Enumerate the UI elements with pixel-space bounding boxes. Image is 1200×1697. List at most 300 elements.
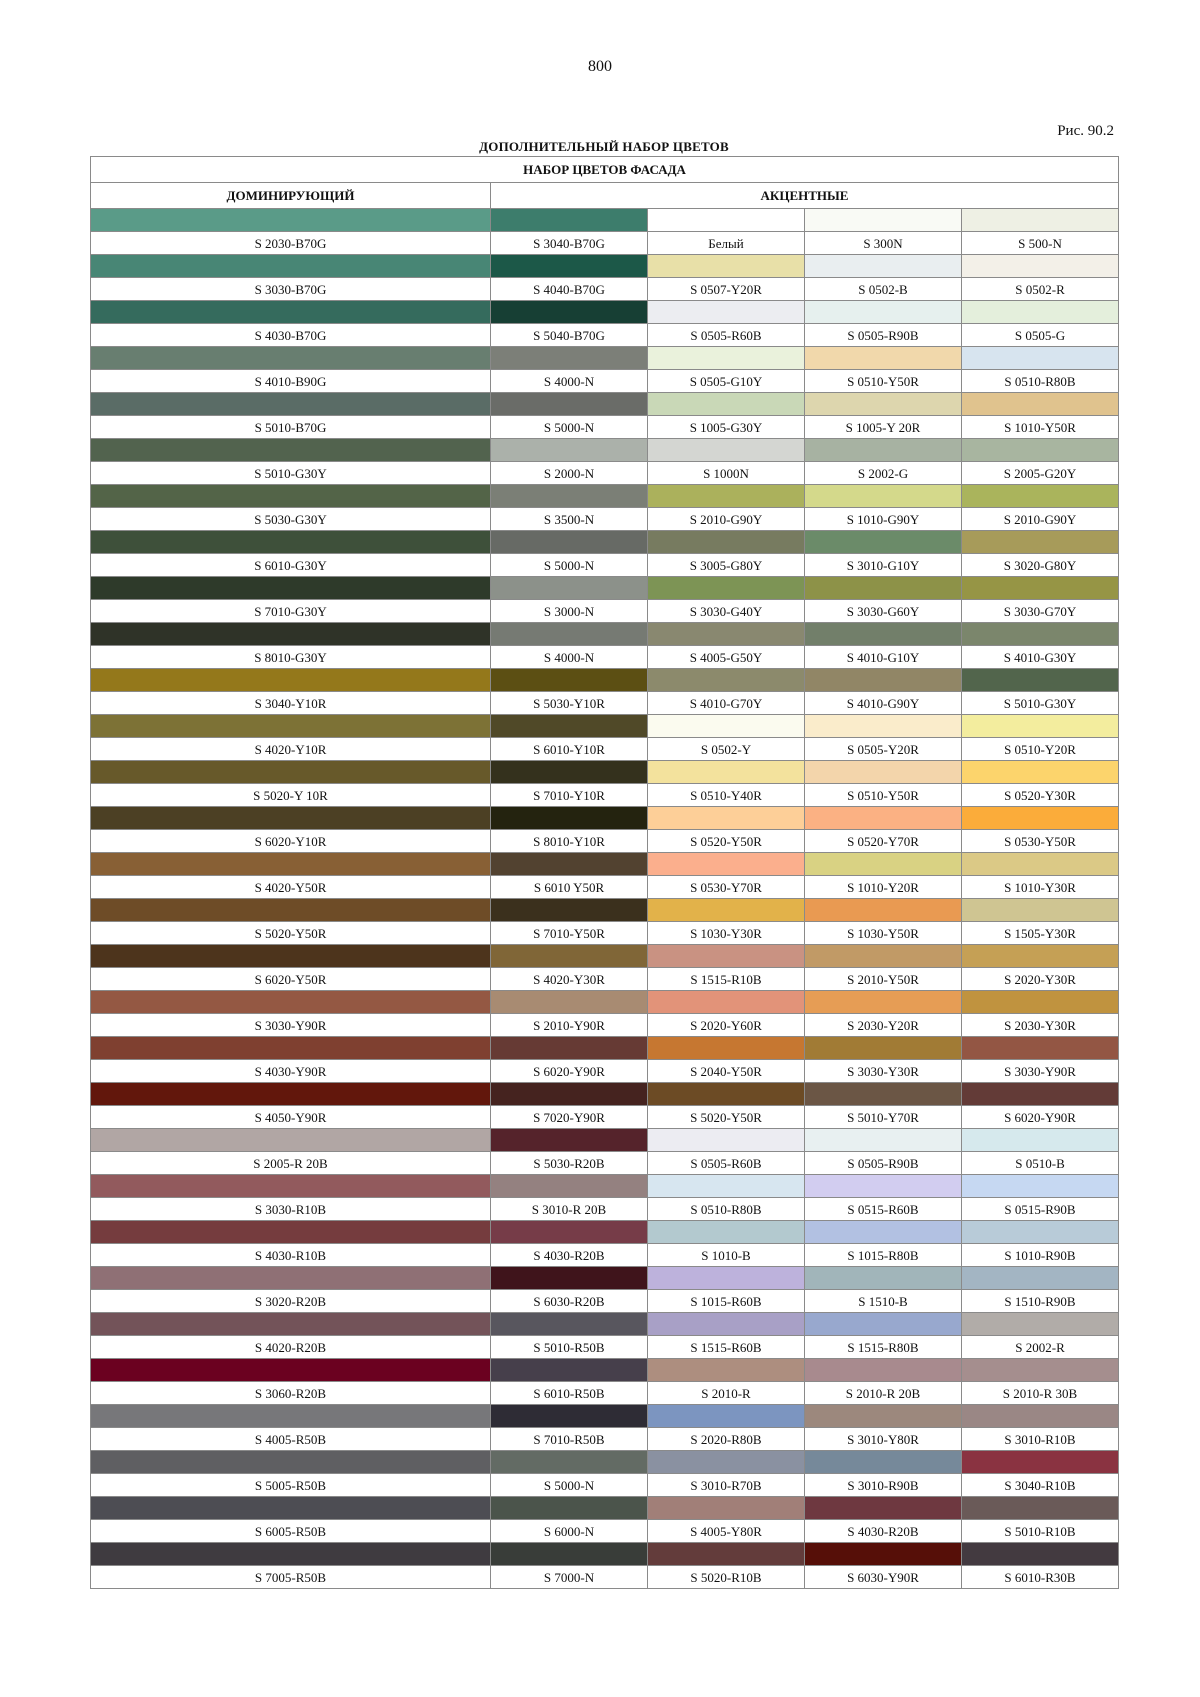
dominant-color-code: S 7005-R50B — [91, 1566, 491, 1589]
dominant-color-swatch — [91, 209, 491, 232]
dominant-color-code: S 4005-R50B — [91, 1428, 491, 1451]
accent-color-code: S 2010-R 30B — [962, 1382, 1119, 1405]
dominant-color-swatch — [91, 1037, 491, 1060]
accent-color-code: S 1005-Y 20R — [805, 416, 962, 439]
dominant-color-code: S 3030-R10B — [91, 1198, 491, 1221]
accent-color-swatch — [962, 1405, 1119, 1428]
label-row — [91, 1474, 1119, 1497]
accent-color-code: S 4010-G70Y — [648, 692, 805, 715]
accent-color-code: S 5030-R20B — [491, 1152, 648, 1175]
accent-color-swatch — [805, 991, 962, 1014]
dominant-color-swatch — [91, 1359, 491, 1382]
accent-color-code: S 0505-G — [962, 324, 1119, 347]
accent-color-code: S 0502-B — [805, 278, 962, 301]
dominant-color-code: S 3020-R20B — [91, 1290, 491, 1313]
accent-color-code: S 0505-R60B — [648, 1152, 805, 1175]
figure-label: Рис. 90.2 — [1057, 123, 1114, 139]
accent-color-swatch — [962, 715, 1119, 738]
label-row — [91, 462, 1119, 485]
accent-color-swatch — [648, 853, 805, 876]
swatch-row — [91, 991, 1119, 1014]
accent-color-swatch — [962, 301, 1119, 324]
dominant-color-code: S 4020-R20B — [91, 1336, 491, 1359]
dominant-color-code: S 4030-B70G — [91, 324, 491, 347]
accent-color-swatch — [491, 439, 648, 462]
accent-color-code: S 0505-Y20R — [805, 738, 962, 761]
accent-color-swatch — [648, 1405, 805, 1428]
label-row — [91, 830, 1119, 853]
dominant-color-swatch — [91, 945, 491, 968]
accent-color-swatch — [805, 853, 962, 876]
accent-color-code: S 0510-B — [962, 1152, 1119, 1175]
accent-color-code: S 3010-Y80R — [805, 1428, 962, 1451]
label-row — [91, 1336, 1119, 1359]
accent-color-swatch — [491, 807, 648, 830]
accent-color-swatch — [491, 945, 648, 968]
accent-color-swatch — [491, 853, 648, 876]
dominant-color-swatch — [91, 255, 491, 278]
swatch-row — [91, 899, 1119, 922]
accent-color-swatch — [648, 899, 805, 922]
accent-color-code: S 0515-R90B — [962, 1198, 1119, 1221]
dominant-color-swatch — [91, 1497, 491, 1520]
accent-color-swatch — [648, 991, 805, 1014]
label-row — [91, 600, 1119, 623]
swatch-row — [91, 485, 1119, 508]
accent-color-code: S 0520-Y30R — [962, 784, 1119, 807]
swatch-row — [91, 577, 1119, 600]
table-title-row — [91, 157, 1119, 183]
dominant-color-code: S 3030-B70G — [91, 278, 491, 301]
dominant-color-swatch — [91, 1451, 491, 1474]
label-row — [91, 692, 1119, 715]
dominant-color-code: S 5020-Y 10R — [91, 784, 491, 807]
accent-color-code: S 6020-Y90R — [491, 1060, 648, 1083]
accent-color-code: S 6000-N — [491, 1520, 648, 1543]
accent-color-code: S 0510-Y50R — [805, 370, 962, 393]
dominant-color-code: S 4050-Y90R — [91, 1106, 491, 1129]
accent-color-swatch — [962, 1083, 1119, 1106]
accent-color-code: S 3030-Y30R — [805, 1060, 962, 1083]
swatch-row — [91, 761, 1119, 784]
swatch-row — [91, 1175, 1119, 1198]
accent-color-code: S 0510-R80B — [962, 370, 1119, 393]
accent-color-swatch — [491, 1175, 648, 1198]
accent-color-swatch — [648, 715, 805, 738]
dominant-color-swatch — [91, 1221, 491, 1244]
accent-color-swatch — [962, 669, 1119, 692]
accent-color-swatch — [805, 1451, 962, 1474]
accent-color-swatch — [491, 577, 648, 600]
accent-color-swatch — [648, 347, 805, 370]
accent-color-swatch — [962, 1175, 1119, 1198]
accent-color-swatch — [648, 1359, 805, 1382]
accent-color-swatch — [805, 623, 962, 646]
label-row — [91, 1566, 1119, 1589]
accent-color-swatch — [648, 1451, 805, 1474]
accent-color-swatch — [805, 1175, 962, 1198]
accent-color-code: S 3010-R10B — [962, 1428, 1119, 1451]
dominant-color-swatch — [91, 761, 491, 784]
accent-color-swatch — [648, 761, 805, 784]
dominant-color-code: S 8010-G30Y — [91, 646, 491, 669]
dominant-color-code: S 5005-R50B — [91, 1474, 491, 1497]
dominant-color-code: S 2005-R 20B — [91, 1152, 491, 1175]
accent-color-swatch — [805, 347, 962, 370]
label-row — [91, 922, 1119, 945]
label-row — [91, 508, 1119, 531]
accent-color-swatch — [648, 301, 805, 324]
label-row — [91, 1152, 1119, 1175]
accent-color-code: S 3030-Y90R — [962, 1060, 1119, 1083]
accent-color-code: S 2005-G20Y — [962, 462, 1119, 485]
accent-color-code: S 3020-G80Y — [962, 554, 1119, 577]
accent-color-swatch — [648, 669, 805, 692]
accent-color-code: S 3010-R90B — [805, 1474, 962, 1497]
accent-color-swatch — [962, 439, 1119, 462]
accent-color-swatch — [962, 1129, 1119, 1152]
accent-color-swatch — [648, 623, 805, 646]
swatch-row — [91, 1451, 1119, 1474]
dominant-color-code: S 3060-R20B — [91, 1382, 491, 1405]
accent-color-swatch — [491, 899, 648, 922]
swatch-row — [91, 1497, 1119, 1520]
accent-color-code: S 5000-N — [491, 554, 648, 577]
accent-color-code: S 5030-Y10R — [491, 692, 648, 715]
swatch-row — [91, 347, 1119, 370]
accent-color-swatch — [805, 1221, 962, 1244]
dominant-color-swatch — [91, 807, 491, 830]
accent-color-code: S 1030-Y50R — [805, 922, 962, 945]
accent-color-code: S 2020-Y60R — [648, 1014, 805, 1037]
dominant-color-code: S 6020-Y10R — [91, 830, 491, 853]
accent-color-swatch — [962, 623, 1119, 646]
dominant-color-swatch — [91, 991, 491, 1014]
accent-color-code: S 2030-Y30R — [962, 1014, 1119, 1037]
accent-color-swatch — [962, 1359, 1119, 1382]
swatch-row — [91, 715, 1119, 738]
accent-color-swatch — [962, 209, 1119, 232]
accent-color-code: S 1515-R10B — [648, 968, 805, 991]
accent-color-code: S 2002-R — [962, 1336, 1119, 1359]
accent-color-swatch — [491, 255, 648, 278]
accent-color-code: S 2010-Y90R — [491, 1014, 648, 1037]
accent-color-code: S 4005-Y80R — [648, 1520, 805, 1543]
dominant-color-swatch — [91, 577, 491, 600]
dominant-color-swatch — [91, 301, 491, 324]
accent-color-swatch — [491, 1451, 648, 1474]
accent-color-code: S 2040-Y50R — [648, 1060, 805, 1083]
dominant-color-code: S 5010-G30Y — [91, 462, 491, 485]
accent-color-code: S 7000-N — [491, 1566, 648, 1589]
dominant-color-code: S 5030-G30Y — [91, 508, 491, 531]
accent-color-code: S 6010-Y10R — [491, 738, 648, 761]
accent-color-code: S 0507-Y20R — [648, 278, 805, 301]
table-subtitle: НАБОР ЦВЕТОВ ФАСАДА — [91, 157, 1119, 183]
dominant-color-code: S 2030-B70G — [91, 232, 491, 255]
accent-color-code: S 7010-Y50R — [491, 922, 648, 945]
accent-color-code: S 4030-R20B — [805, 1520, 962, 1543]
accent-color-code: S 4000-N — [491, 370, 648, 393]
accent-color-code: S 0515-R60B — [805, 1198, 962, 1221]
accent-color-swatch — [962, 991, 1119, 1014]
accent-color-swatch — [491, 1267, 648, 1290]
accent-color-code: S 2030-Y20R — [805, 1014, 962, 1037]
dominant-color-swatch — [91, 899, 491, 922]
accent-color-code: S 0510-Y40R — [648, 784, 805, 807]
accent-color-code: S 1010-R90B — [962, 1244, 1119, 1267]
swatch-row — [91, 1359, 1119, 1382]
accent-color-swatch — [805, 761, 962, 784]
accent-color-code: S 4005-G50Y — [648, 646, 805, 669]
accent-color-swatch — [805, 301, 962, 324]
accent-color-code: S 1510-R90B — [962, 1290, 1119, 1313]
accent-color-swatch — [648, 439, 805, 462]
dominant-color-swatch — [91, 669, 491, 692]
accent-color-swatch — [648, 577, 805, 600]
swatch-row — [91, 669, 1119, 692]
accent-color-swatch — [491, 1037, 648, 1060]
dominant-color-code: S 3030-Y90R — [91, 1014, 491, 1037]
accent-color-code: S 1515-R80B — [805, 1336, 962, 1359]
label-row — [91, 1198, 1119, 1221]
dominant-color-swatch — [91, 1313, 491, 1336]
dominant-color-swatch — [91, 1267, 491, 1290]
accent-color-swatch — [962, 1451, 1119, 1474]
swatch-row — [91, 1405, 1119, 1428]
accent-color-swatch — [805, 255, 962, 278]
accent-color-code: S 0502-R — [962, 278, 1119, 301]
accent-color-swatch — [491, 1129, 648, 1152]
accent-color-swatch — [805, 807, 962, 830]
dominant-color-swatch — [91, 439, 491, 462]
accent-color-swatch — [962, 485, 1119, 508]
swatch-row — [91, 439, 1119, 462]
accent-color-swatch — [805, 1267, 962, 1290]
accent-color-swatch — [491, 715, 648, 738]
accent-color-code: S 1010-G90Y — [805, 508, 962, 531]
accent-color-code: S 1010-Y30R — [962, 876, 1119, 899]
accent-color-code: S 6010-R30B — [962, 1566, 1119, 1589]
accent-color-code: S 3030-G70Y — [962, 600, 1119, 623]
accent-color-swatch — [805, 1129, 962, 1152]
accent-color-swatch — [648, 1543, 805, 1566]
page-number: 800 — [588, 58, 612, 75]
accent-color-code: S 6020-Y90R — [962, 1106, 1119, 1129]
dominant-color-code: S 4030-Y90R — [91, 1060, 491, 1083]
accent-color-swatch — [491, 991, 648, 1014]
accent-color-code: S 5010-G30Y — [962, 692, 1119, 715]
dominant-color-swatch — [91, 1405, 491, 1428]
accent-color-swatch — [491, 1543, 648, 1566]
accent-color-swatch — [648, 1313, 805, 1336]
accent-color-code: S 1010-Y20R — [805, 876, 962, 899]
accent-color-swatch — [962, 1221, 1119, 1244]
dominant-color-code: S 5010-B70G — [91, 416, 491, 439]
accent-color-code: S 3010-R70B — [648, 1474, 805, 1497]
accent-color-code: S 4010-G30Y — [962, 646, 1119, 669]
dominant-color-code: S 5020-Y50R — [91, 922, 491, 945]
dominant-color-swatch — [91, 1129, 491, 1152]
label-row — [91, 968, 1119, 991]
accent-color-swatch — [962, 945, 1119, 968]
accent-color-code: S 1015-R60B — [648, 1290, 805, 1313]
accent-color-code: S 0510-Y20R — [962, 738, 1119, 761]
accent-color-code: S 0505-R60B — [648, 324, 805, 347]
accent-color-code: S 7020-Y90R — [491, 1106, 648, 1129]
accent-color-swatch — [805, 669, 962, 692]
table-header-row — [91, 183, 1119, 209]
dominant-color-swatch — [91, 853, 491, 876]
dominant-color-code: S 7010-G30Y — [91, 600, 491, 623]
accent-color-swatch — [805, 1313, 962, 1336]
accent-color-code: S 2002-G — [805, 462, 962, 485]
accent-color-swatch — [648, 945, 805, 968]
swatch-row — [91, 531, 1119, 554]
accent-color-code: S 7010-Y10R — [491, 784, 648, 807]
accent-color-swatch — [805, 1405, 962, 1428]
accent-color-code: S 3000-N — [491, 600, 648, 623]
accent-color-code: S 4030-R20B — [491, 1244, 648, 1267]
accent-color-code: S 0505-G10Y — [648, 370, 805, 393]
accent-color-code: S 5000-N — [491, 416, 648, 439]
accent-color-code: S 1010-Y50R — [962, 416, 1119, 439]
swatch-row — [91, 393, 1119, 416]
label-row — [91, 876, 1119, 899]
label-row — [91, 1244, 1119, 1267]
label-row — [91, 1290, 1119, 1313]
accent-color-swatch — [491, 347, 648, 370]
accent-color-swatch — [962, 1313, 1119, 1336]
accent-color-code: S 5000-N — [491, 1474, 648, 1497]
accent-color-code: S 3040-R10B — [962, 1474, 1119, 1497]
accent-color-swatch — [962, 393, 1119, 416]
accent-color-swatch — [491, 209, 648, 232]
accent-color-swatch — [805, 945, 962, 968]
accent-color-code: S 1005-G30Y — [648, 416, 805, 439]
accent-color-swatch — [805, 209, 962, 232]
accent-color-swatch — [491, 1497, 648, 1520]
label-row — [91, 1106, 1119, 1129]
accent-color-swatch — [805, 1543, 962, 1566]
accent-color-code: S 1510-B — [805, 1290, 962, 1313]
accent-color-swatch — [805, 531, 962, 554]
accent-color-code: S 5010-Y70R — [805, 1106, 962, 1129]
swatch-row — [91, 807, 1119, 830]
swatch-row — [91, 301, 1119, 324]
accent-color-swatch — [962, 531, 1119, 554]
accent-color-code: S 1015-R80B — [805, 1244, 962, 1267]
accent-color-swatch — [648, 1083, 805, 1106]
accent-color-swatch — [648, 255, 805, 278]
accent-color-swatch — [962, 807, 1119, 830]
accent-color-code: S 5020-Y50R — [648, 1106, 805, 1129]
swatch-row — [91, 1129, 1119, 1152]
swatch-row — [91, 1267, 1119, 1290]
accent-color-code: S 8010-Y10R — [491, 830, 648, 853]
dominant-color-code: S 6010-G30Y — [91, 554, 491, 577]
accent-color-swatch — [805, 577, 962, 600]
accent-color-swatch — [491, 301, 648, 324]
accent-color-code: S 4040-B70G — [491, 278, 648, 301]
label-row — [91, 1014, 1119, 1037]
accent-color-code: S 3030-G40Y — [648, 600, 805, 623]
accent-color-swatch — [491, 623, 648, 646]
dominant-color-swatch — [91, 1543, 491, 1566]
dominant-header: ДОМИНИРУЮЩИЙ — [91, 183, 491, 209]
accent-color-code: S 4020-Y30R — [491, 968, 648, 991]
accent-color-code: S 5040-B70G — [491, 324, 648, 347]
accent-color-code: S 3040-B70G — [491, 232, 648, 255]
accent-color-code: S 1000N — [648, 462, 805, 485]
dominant-color-code: S 4020-Y10R — [91, 738, 491, 761]
accent-color-code: S 0530-Y50R — [962, 830, 1119, 853]
accent-color-swatch — [648, 209, 805, 232]
dominant-color-code: S 3040-Y10R — [91, 692, 491, 715]
accent-color-code: S 2020-Y30R — [962, 968, 1119, 991]
accent-color-code: S 2020-R80B — [648, 1428, 805, 1451]
accent-color-code: S 0510-R80B — [648, 1198, 805, 1221]
label-row — [91, 1428, 1119, 1451]
accent-color-swatch — [805, 393, 962, 416]
accent-color-code: S 2010-G90Y — [962, 508, 1119, 531]
accent-color-swatch — [805, 485, 962, 508]
label-row — [91, 738, 1119, 761]
accent-color-code: S 0505-R90B — [805, 1152, 962, 1175]
accent-color-code: S 6010-R50B — [491, 1382, 648, 1405]
accent-color-code: S 0520-Y70R — [805, 830, 962, 853]
accent-color-swatch — [805, 1037, 962, 1060]
swatch-row — [91, 1221, 1119, 1244]
document-title: ДОПОЛНИТЕЛЬНЫЙ НАБОР ЦВЕТОВ — [479, 139, 729, 154]
accent-color-swatch — [648, 531, 805, 554]
accent-color-code: S 5010-R10B — [962, 1520, 1119, 1543]
accent-color-swatch — [648, 807, 805, 830]
accent-color-swatch — [491, 393, 648, 416]
accent-color-swatch — [962, 853, 1119, 876]
accent-color-swatch — [962, 347, 1119, 370]
accent-color-code: S 1515-R60B — [648, 1336, 805, 1359]
swatch-row — [91, 209, 1119, 232]
label-row — [91, 1520, 1119, 1543]
label-row — [91, 1060, 1119, 1083]
accent-color-code: S 6030-R20B — [491, 1290, 648, 1313]
accent-color-code: S 2010-R — [648, 1382, 805, 1405]
accent-color-code: S 3005-G80Y — [648, 554, 805, 577]
accent-color-swatch — [805, 1083, 962, 1106]
accent-color-swatch — [648, 1175, 805, 1198]
accent-color-swatch — [962, 899, 1119, 922]
accent-color-swatch — [648, 1221, 805, 1244]
swatch-row — [91, 1543, 1119, 1566]
accent-color-code: S 0505-R90B — [805, 324, 962, 347]
accent-color-swatch — [491, 1221, 648, 1244]
swatch-row — [91, 945, 1119, 968]
swatch-row — [91, 1037, 1119, 1060]
accent-color-swatch — [805, 439, 962, 462]
swatch-row — [91, 255, 1119, 278]
label-row — [91, 646, 1119, 669]
accent-color-code: S 4000-N — [491, 646, 648, 669]
accent-color-code: S 300N — [805, 232, 962, 255]
dominant-color-swatch — [91, 1083, 491, 1106]
accent-color-swatch — [962, 577, 1119, 600]
accent-color-code: S 0530-Y70R — [648, 876, 805, 899]
accent-color-code: S 4010-G10Y — [805, 646, 962, 669]
accent-color-swatch — [962, 1497, 1119, 1520]
accent-color-code: S 4010-G90Y — [805, 692, 962, 715]
accent-color-swatch — [491, 669, 648, 692]
